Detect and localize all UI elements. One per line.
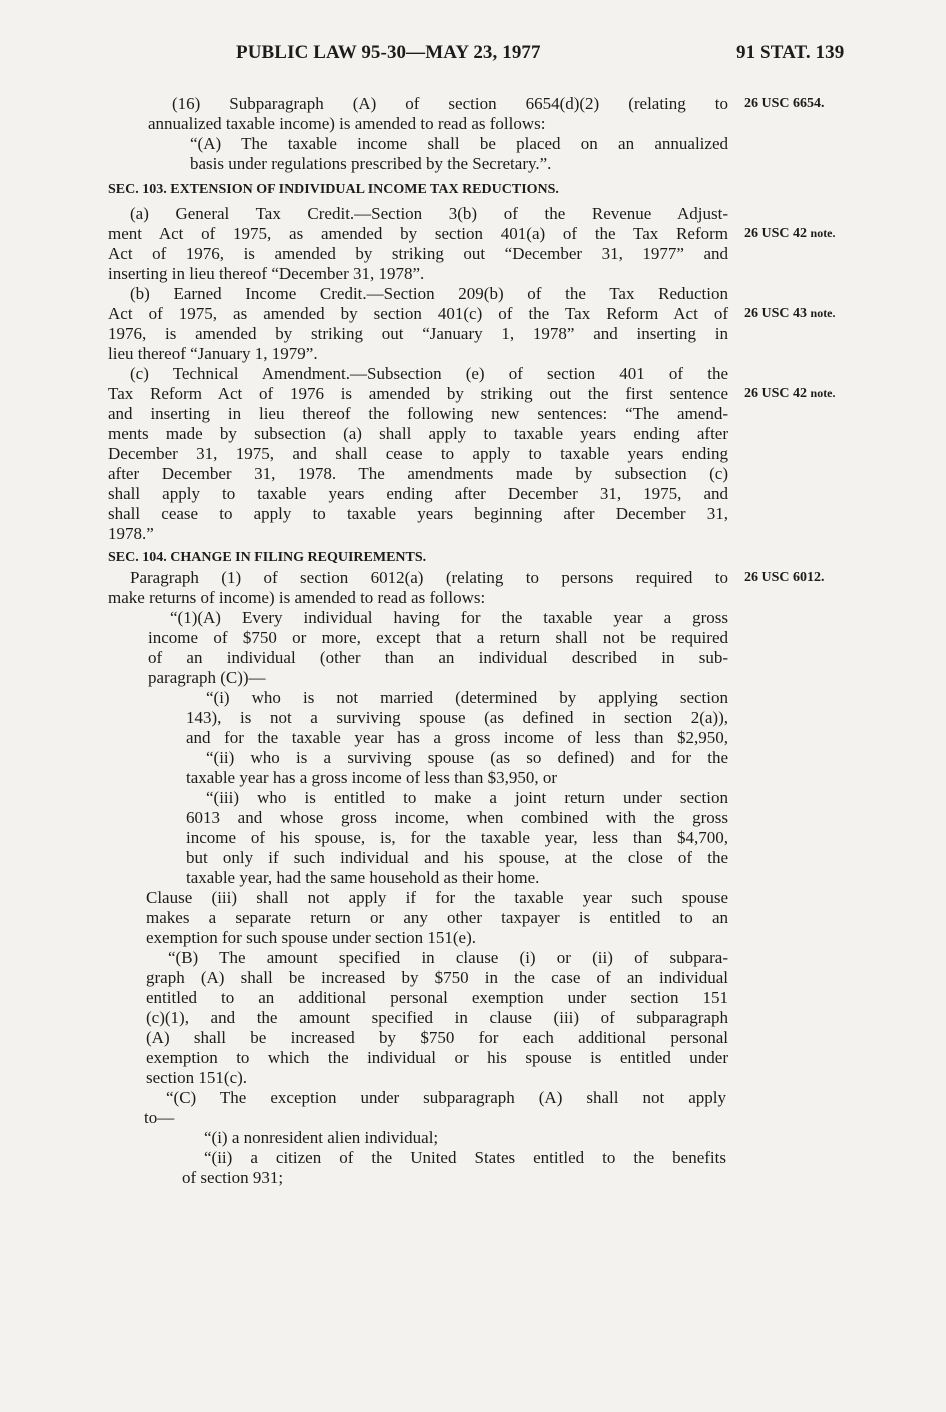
text-line: “(B) The amount specified in clause (i) or (ii) of subpara- xyxy=(168,948,728,967)
margin-citation: 26 USC 6012. xyxy=(744,570,825,585)
text-line: ments made by subsection (a) shall apply to taxable years ending after xyxy=(108,424,728,443)
text-line: Tax Reform Act of 1976 is amended by striking out the first sentence xyxy=(108,384,728,403)
text-line: 1978.” xyxy=(108,524,154,543)
text-line: ment Act of 1975, as amended by section 401(a) of the Tax Reform xyxy=(108,224,728,243)
text-line: “(i) a nonresident alien individual; xyxy=(204,1128,439,1147)
margin-citation: 26 USC 6654. xyxy=(744,96,825,111)
text-line: exemption to which the individual or his spouse is entitled under xyxy=(146,1048,728,1067)
statute-page-number: 91 STAT. 139 xyxy=(736,42,845,63)
text-line: Act of 1975, as amended by section 401(c) of the Tax Reform Act of xyxy=(108,304,728,323)
text-line: “(A) The taxable income shall be placed on an annualized xyxy=(190,134,728,153)
text-line: (c) Technical Amendment.—Subsection (e) of section 401 of the xyxy=(130,364,728,383)
text-line: annualized taxable income) is amended to read as follows: xyxy=(148,114,546,133)
text-line: after December 31, 1978. The amendments made by subsection (c) xyxy=(108,464,728,483)
text-line: 1976, is amended by striking out “January 1, 1978” and inserting in xyxy=(108,324,728,343)
margin-citation: 26 USC 42 note. xyxy=(744,226,836,241)
text-line: entitled to an additional personal exemption under section 151 xyxy=(146,988,728,1007)
text-line: 6013 and whose gross income, when combined with the gross xyxy=(186,808,728,827)
text-line: but only if such individual and his spouse, at the close of the xyxy=(186,848,728,867)
text-line: exemption for such spouse under section 151(e). xyxy=(146,928,476,947)
margin-citation: 26 USC 43 note. xyxy=(744,306,836,321)
text-line: “(i) who is not married (determined by applying section xyxy=(206,688,728,707)
text-line: Act of 1976, is amended by striking out “December 31, 1977” and xyxy=(108,244,728,263)
text-line: and inserting in lieu thereof the following new sentences: “The amend- xyxy=(108,404,728,423)
text-line: “(ii) who is a surviving spouse (as so defined) and for the xyxy=(206,748,728,767)
text-line: inserting in lieu thereof “December 31, 1978”. xyxy=(108,264,425,283)
text-line: and for the taxable year has a gross income of less than $2,950, xyxy=(186,728,728,747)
text-line: paragraph (C))— xyxy=(148,668,266,687)
text-line: makes a separate return or any other taxpayer is entitled to an xyxy=(146,908,728,927)
section-heading: SEC. 104. CHANGE IN FILING REQUIREMENTS. xyxy=(108,550,427,565)
text-line: to— xyxy=(144,1108,175,1127)
text-line: of an individual (other than an individual described in sub- xyxy=(148,648,728,667)
text-line: basis under regulations prescribed by the Secretary.”. xyxy=(190,154,552,173)
text-line: (a) General Tax Credit.—Section 3(b) of the Revenue Adjust- xyxy=(130,204,728,223)
text-line: “(iii) who is entitled to make a joint return under section xyxy=(206,788,728,807)
text-line: 143), is not a surviving spouse (as defined in section 2(a)), xyxy=(186,708,728,727)
text-line: shall cease to apply to taxable years beginning after December 31, xyxy=(108,504,728,523)
running-head-title: PUBLIC LAW 95-30—MAY 23, 1977 xyxy=(236,42,541,63)
text-line: (b) Earned Income Credit.—Section 209(b) of the Tax Reduction xyxy=(130,284,728,303)
text-line: “(ii) a citizen of the United States entitled to the benefits xyxy=(204,1148,726,1167)
text-line: lieu thereof “January 1, 1979”. xyxy=(108,344,318,363)
margin-citation: 26 USC 42 note. xyxy=(744,386,836,401)
text-line: of section 931; xyxy=(182,1168,284,1187)
text-line: income of his spouse, is, for the taxable year, less than $4,700, xyxy=(186,828,728,847)
text-line: taxable year, had the same household as their home. xyxy=(186,868,540,887)
text-line: “(1)(A) Every individual having for the taxable year a gross xyxy=(170,608,728,627)
text-line: Paragraph (1) of section 6012(a) (relating to persons required to xyxy=(130,568,728,587)
text-line: taxable year has a gross income of less than $3,950, or xyxy=(186,768,558,787)
text-line: graph (A) shall be increased by $750 in the case of an individual xyxy=(146,968,728,987)
text-line: “(C) The exception under subparagraph (A) shall not apply xyxy=(166,1088,726,1107)
text-line: (A) shall be increased by $750 for each additional personal xyxy=(146,1028,728,1047)
section-heading: SEC. 103. EXTENSION OF INDIVIDUAL INCOME TAX REDUCTIONS. xyxy=(108,182,559,197)
text-line: section 151(c). xyxy=(146,1068,248,1087)
text-line: make returns of income) is amended to read as follows: xyxy=(108,588,486,607)
text-line: shall apply to taxable years ending after December 31, 1975, and xyxy=(108,484,728,503)
text-line: (c)(1), and the amount specified in clause (iii) of subparagraph xyxy=(146,1008,728,1027)
text-line: income of $750 or more, except that a return shall not be required xyxy=(148,628,728,647)
text-line: December 31, 1975, and shall cease to apply to taxable years ending xyxy=(108,444,728,463)
text-line: (16) Subparagraph (A) of section 6654(d)(2) (relating to xyxy=(172,94,728,113)
text-line: Clause (iii) shall not apply if for the taxable year such spouse xyxy=(146,888,728,907)
